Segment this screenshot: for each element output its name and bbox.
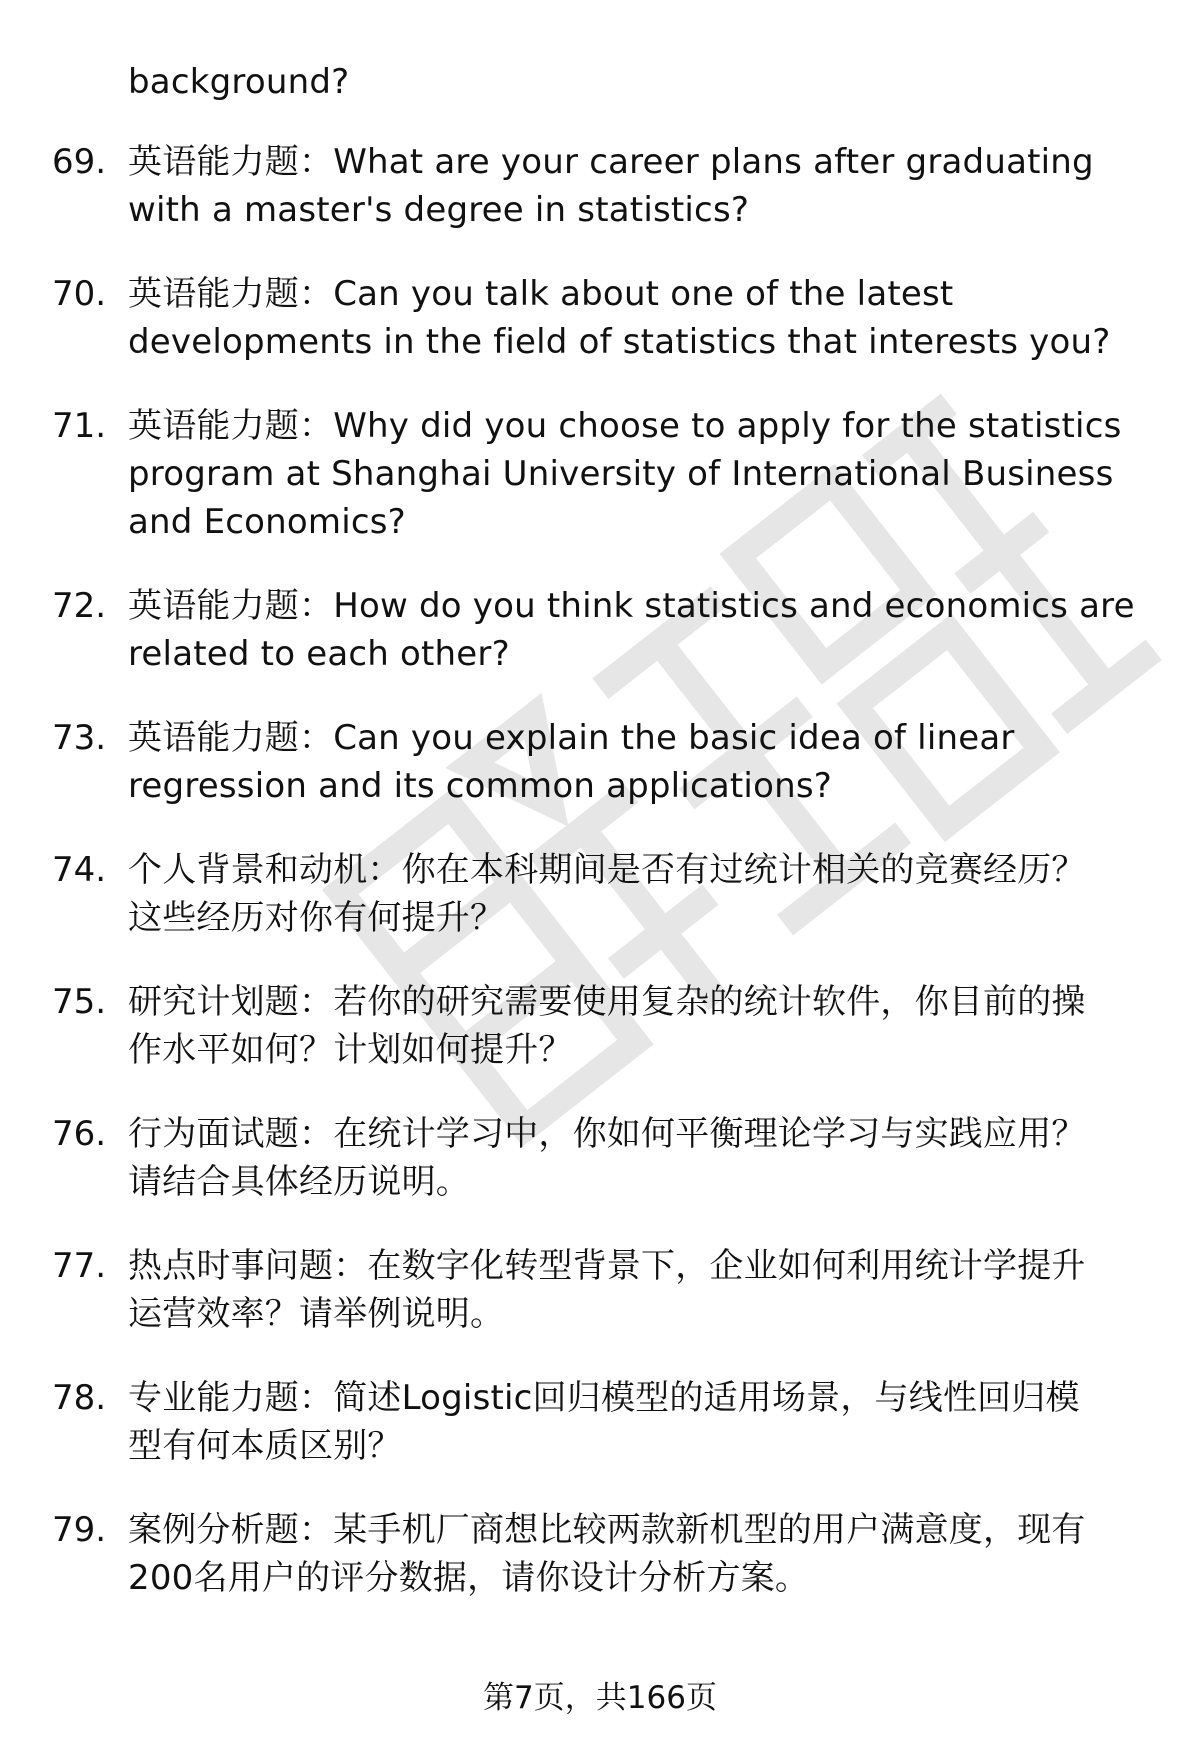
question-text: 英语能力题：Why did you choose to apply for the statistics program at Shanghai University of International Business and Economics? <box>128 406 1122 542</box>
question-text: 英语能力题：Can you talk about one of the latest developments in the field of statistics that interests you? <box>128 274 1111 362</box>
question-item <box>52 402 1162 546</box>
question-item <box>52 1506 1162 1602</box>
question-number: 73. <box>52 718 107 758</box>
question-text: 行为面试题：在统计学习中，你如何平衡理论学习与实践应用？ 请结合具体经历说明。 <box>128 1114 1086 1202</box>
question-item <box>52 138 1162 234</box>
question-number: 70. <box>52 274 107 314</box>
question-number: 72. <box>52 586 107 626</box>
question-number: 76. <box>52 1114 107 1154</box>
question-text: 英语能力题：How do you think statistics and economics are related to each other? <box>128 586 1135 674</box>
question-text: 英语能力题：Can you explain the basic idea of linear regression and its common applications? <box>128 718 1015 806</box>
question-number: 77. <box>52 1246 107 1286</box>
question-item <box>52 978 1162 1074</box>
question-text: 专业能力题：简述Logistic回归模型的适用场景，与线性回归模 型有何本质区别？ <box>128 1378 1080 1466</box>
question-number: 78. <box>52 1378 107 1418</box>
question-item <box>52 582 1162 678</box>
question-text: 研究计划题：若你的研究需要使用复杂的统计软件，你目前的操 作水平如何？计划如何提升？ <box>128 982 1086 1070</box>
question-text: 个人背景和动机：你在本科期间是否有过统计相关的竞赛经历？ 这些经历对你有何提升？ <box>128 850 1086 938</box>
question-text: 热点时事问题：在数字化转型背景下，企业如何利用统计学提升 运营效率？请举例说明。 <box>128 1246 1086 1334</box>
question-item <box>52 270 1162 366</box>
question-item <box>52 1242 1162 1338</box>
question-number: 79. <box>52 1510 107 1550</box>
question-item <box>52 1110 1162 1206</box>
question-number: 71. <box>52 406 107 446</box>
question-number: 74. <box>52 850 107 890</box>
continued-text: background? <box>128 62 350 102</box>
question-text: 案例分析题：某手机厂商想比较两款新机型的用户满意度，现有 200名用户的评分数据，请你设计分析方案。 <box>128 1510 1086 1598</box>
question-number: 75. <box>52 982 107 1022</box>
page-footer: 第7页，共166页 <box>483 1680 717 1716</box>
question-item <box>52 1374 1162 1470</box>
question-text: 英语能力题：What are your career plans after graduating with a master's degree in statistics? <box>128 142 1094 230</box>
question-item <box>52 846 1162 942</box>
question-number: 69. <box>52 142 107 182</box>
question-item <box>52 714 1162 810</box>
